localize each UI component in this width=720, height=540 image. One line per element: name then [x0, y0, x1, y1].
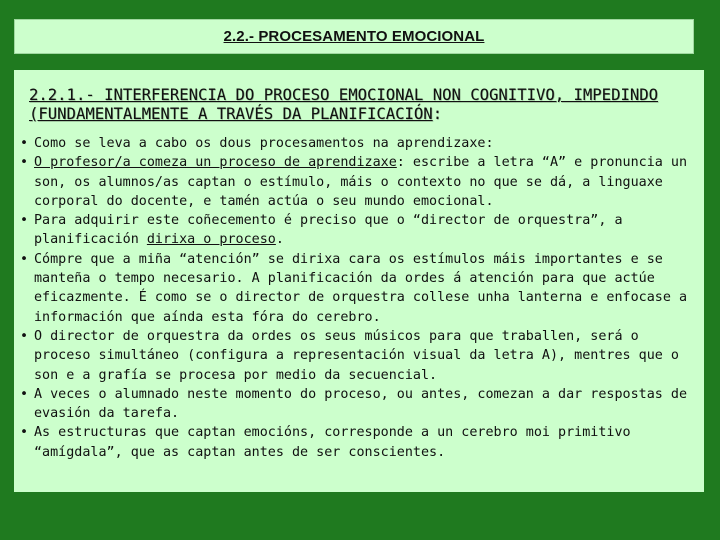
bullet-icon: •: [20, 136, 29, 151]
subheading-colon: :: [432, 105, 443, 123]
list-item: [20, 423, 694, 462]
content-box: [14, 70, 704, 492]
list-item: [20, 153, 694, 211]
list-item: [20, 211, 694, 250]
subheading-underlined-text: 2.2.1.- INTERFERENCIA DO PROCESO EMOCIONAL NON COGNITIVO, IMPEDINDO (FUNDAMENTALMENTE A TRAVÉS DA PLANIFICACIÓN: [29, 86, 659, 123]
list-item: [20, 250, 694, 327]
bullet-icon: •: [20, 213, 29, 229]
bullet-icon: •: [20, 386, 29, 402]
bullet-icon: •: [20, 155, 29, 171]
list-item-text: O director de orquestra da ordes os seus músicos para que traballen, será o proceso simultáneo (configura a representación visual da letra A), mentres que o son e a grafía se procesa por medio da secuencial.: [34, 328, 679, 383]
list-item-text: : escribe a letra “A” e pronuncia un son, os alumnos/as captan o estímulo, máis o contexto no que se dá, a linguaxe corporal do docente, e tamén actúa o seu mundo emocional.: [34, 155, 688, 209]
list-item-underlined-text: O profesor/a comeza un proceso de aprendizaxe: [34, 155, 397, 171]
list-item-text-end: .: [275, 232, 284, 248]
title-box: [14, 19, 694, 54]
list-item-text: Como se leva a cabo os dous procesamentos na aprendizaxe:: [34, 136, 494, 151]
bullet-icon: •: [20, 425, 29, 441]
list-item-text: Para adquirir este coñecemento é preciso que o “director de orquestra”, a planificación: [34, 213, 623, 248]
list-item-underlined-text: dirixa o proceso: [146, 232, 276, 248]
bullet-icon: •: [20, 251, 29, 267]
list-item-text: As estructuras que captan emocións, corresponde a un cerebro moi primitivo “amígdala”, que as captan antes de ser conscientes.: [34, 425, 631, 460]
list-item: [20, 134, 694, 153]
list-item: [20, 385, 694, 424]
section-subheading: [29, 86, 694, 124]
list-item-text: Cómpre que a miña “atención” se dirixa cara os estímulos máis importantes e se manteña o tempo necesario. A planificación da ordes á atención para que actúe eficazmente. É como se o director de orquestra collese unha lanterna e enfocase a información que aínda esta fóra do cerebro.: [34, 251, 688, 325]
bullet-list: [20, 134, 694, 462]
list-item: [20, 327, 694, 385]
list-item-text: A veces o alumnado neste momento do proceso, ou antes, comezan a dar respostas de evasión da tarefa.: [34, 386, 688, 422]
bullet-icon: •: [20, 328, 29, 344]
slide-title: 2.2.- PROCESAMENTO EMOCIONAL: [223, 28, 485, 45]
